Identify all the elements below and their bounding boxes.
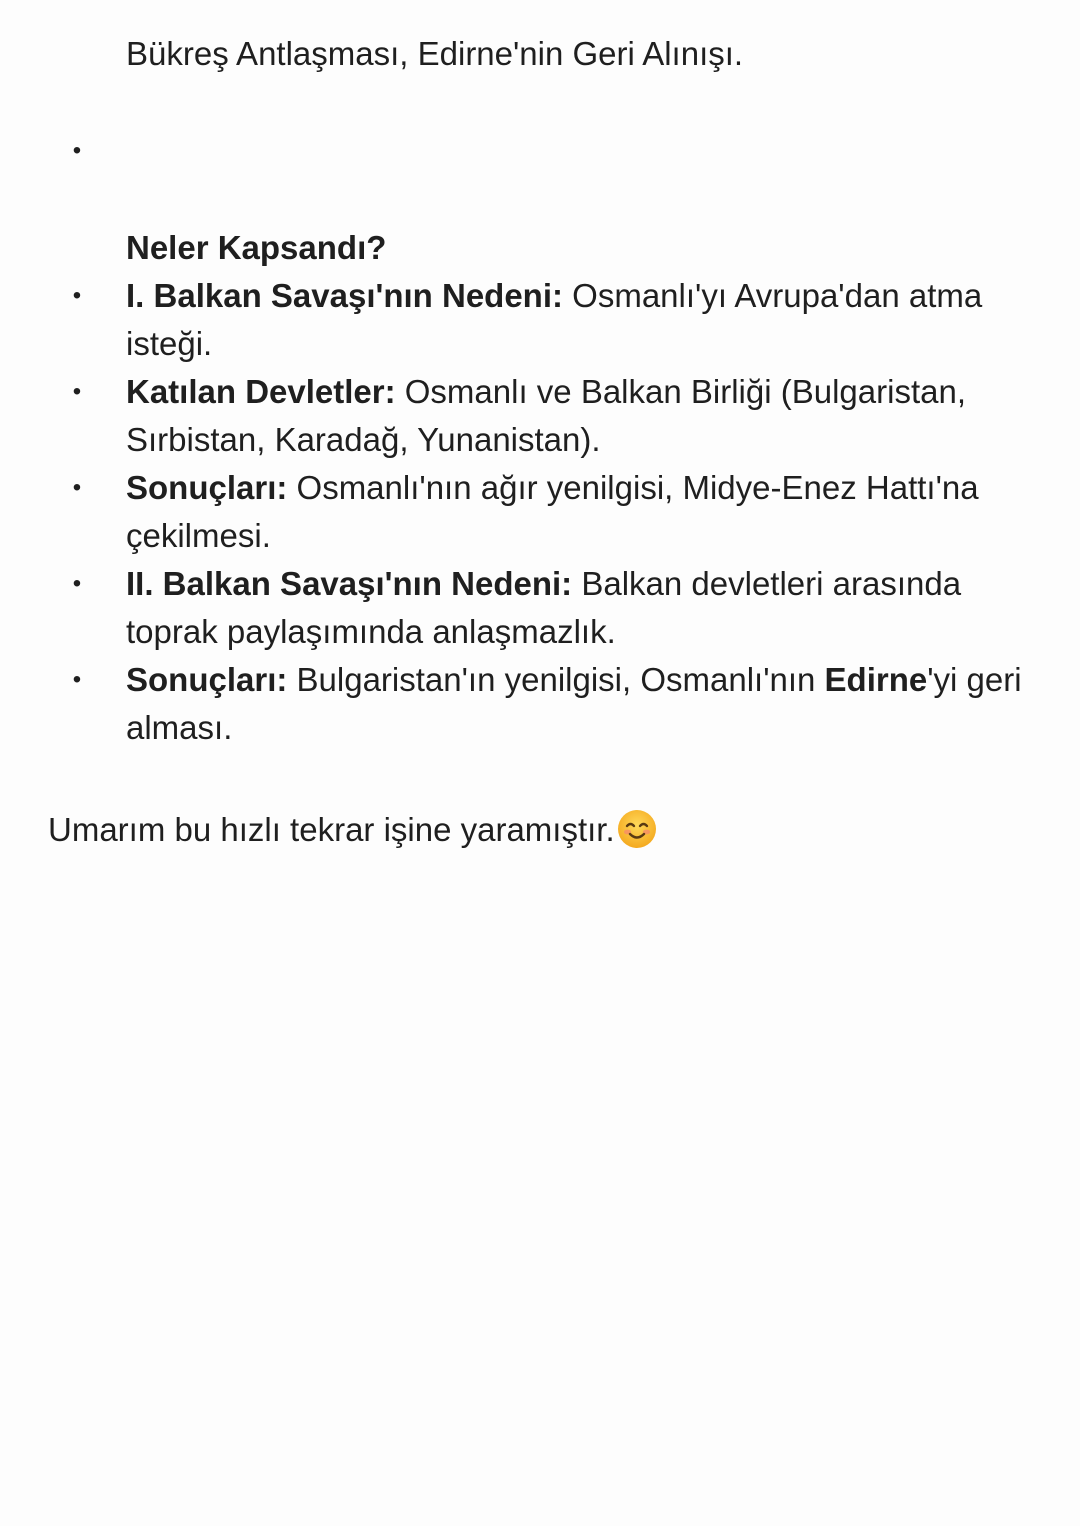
list-item bbox=[0, 464, 1036, 560]
section-heading: Neler Kapsandı? bbox=[126, 229, 387, 266]
bullet bbox=[70, 577, 84, 591]
item-bold-word: Edirne bbox=[824, 661, 928, 698]
item-text: Balkan devletleri arasında toprak paylaşımında anlaşmazlık. bbox=[126, 565, 962, 650]
item-term: I. Balkan Savaşı'nın Nedeni: bbox=[126, 277, 563, 314]
list-item bbox=[0, 560, 1036, 656]
bullet bbox=[70, 289, 84, 303]
item-text: Osmanlı'nın ağır yenilgisi, Midye-Enez Hattı'na çekilmesi. bbox=[126, 469, 979, 554]
topic-list bbox=[0, 272, 1080, 752]
item-term: Katılan Devletler: bbox=[126, 373, 396, 410]
item-text: Bulgaristan'ın yenilgisi, Osmanlı'nın bbox=[287, 661, 825, 698]
bullet bbox=[70, 673, 84, 687]
closing-text: Umarım bu hızlı tekrar işine yaramıştır. bbox=[48, 811, 615, 848]
item-term: Sonuçları: bbox=[126, 469, 288, 506]
item-text: 'yi geri alması. bbox=[126, 661, 1022, 746]
intro-line: Bükreş Antlaşması, Edirne'nin Geri Alınışı. bbox=[126, 35, 744, 72]
list-item bbox=[0, 368, 1036, 464]
item-text: Osmanlı ve Balkan Birliği (Bulgaristan, Sırbistan, Karadağ, Yunanistan). bbox=[126, 373, 966, 458]
empty-bullet bbox=[70, 144, 84, 158]
bullet bbox=[70, 385, 84, 399]
closing-line bbox=[48, 806, 657, 854]
item-text: Osmanlı'yı Avrupa'dan atma isteği. bbox=[126, 277, 983, 362]
item-term: II. Balkan Savaşı'nın Nedeni: bbox=[126, 565, 573, 602]
smiling-face-icon bbox=[617, 809, 657, 849]
bullet bbox=[70, 481, 84, 495]
item-term: Sonuçları: bbox=[126, 661, 288, 698]
list-item bbox=[0, 272, 1036, 368]
list-item bbox=[0, 656, 1036, 752]
